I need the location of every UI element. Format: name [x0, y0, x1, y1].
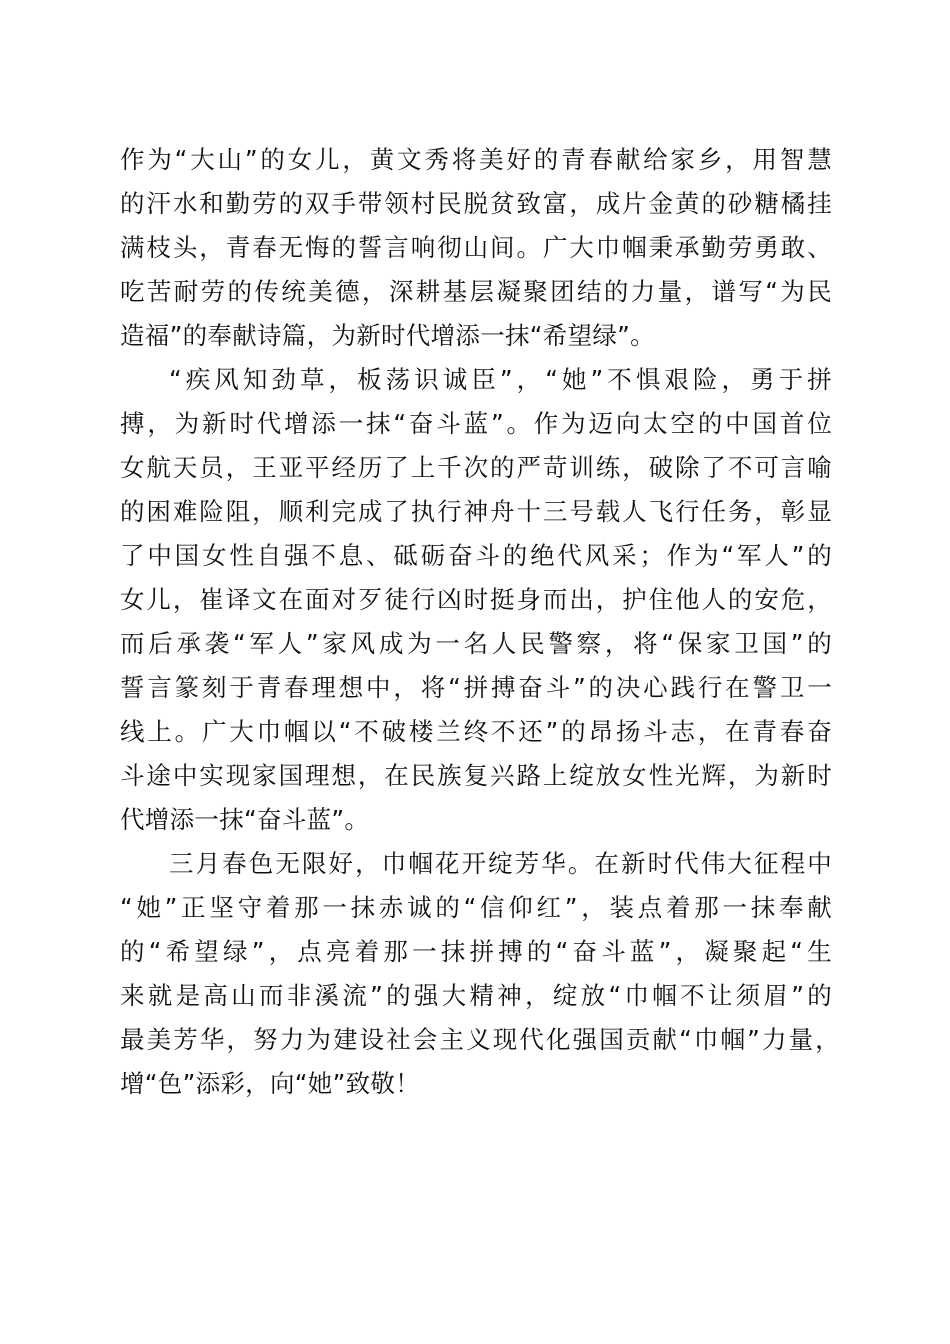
- text-line: 了中国女性自强不息、砥砺奋斗的绝代风采；作为“军人”的: [120, 541, 832, 570]
- text-line: 而后承袭“军人”家风成为一名人民警察，将“保家卫国”的: [120, 629, 832, 658]
- text-line: 满枝头，青春无悔的誓言响彻山间。广大巾帼秉承勤劳勇敢、: [120, 233, 832, 262]
- text-line: “她”正坚守着那一抹赤诚的“信仰红”，装点着那一抹奉献: [120, 893, 832, 922]
- text-line: 斗途中实现家国理想，在民族复兴路上绽放女性光辉，为新时: [120, 761, 832, 790]
- text-line: 女儿，崔译文在面对歹徒行凶时挺身而出，护住他人的安危，: [120, 585, 832, 614]
- text-line: 搏，为新时代增添一抹“奋斗蓝”。作为迈向太空的中国首位: [120, 409, 832, 438]
- text-line: 最美芳华，努力为建设社会主义现代化强国贡献“巾帼”力量，: [120, 1025, 840, 1054]
- text-line: 誓言篆刻于青春理想中，将“拼搏奋斗”的决心践行在警卫一: [120, 673, 832, 702]
- text-line: 线上。广大巾帼以“不破楼兰终不还”的昂扬斗志，在青春奋: [120, 717, 832, 746]
- text-line: 吃苦耐劳的传统美德，深耕基层凝聚团结的力量，谱写“为民: [120, 277, 832, 306]
- text-line: 的汗水和勤劳的双手带领村民脱贫致富，成片金黄的砂糖橘挂: [120, 189, 832, 218]
- text-line: “疾风知劲草，板荡识诚臣”，“她”不惧艰险，勇于拼: [169, 365, 832, 394]
- text-line: 造福”的奉献诗篇，为新时代增添一抹“希望绿”。: [120, 321, 655, 350]
- text-line: 女航天员，王亚平经历了上千次的严苛训练，破除了不可言喻: [120, 453, 832, 482]
- text-line: 增“色”添彩，向“她”致敬！: [120, 1069, 420, 1098]
- text-line: 来就是高山而非溪流”的强大精神，绽放“巾帼不让须眉”的: [120, 981, 832, 1010]
- text-line: 作为“大山”的女儿，黄文秀将美好的青春献给家乡，用智慧: [120, 145, 832, 174]
- text-line: 代增添一抹“奋斗蓝”。: [120, 805, 370, 834]
- text-line: 的困难险阻，顺利完成了执行神舟十三号载人飞行任务，彰显: [120, 497, 832, 526]
- text-line: 的“希望绿”，点亮着那一抹拼搏的“奋斗蓝”，凝聚起“生: [120, 937, 832, 966]
- text-line: 三月春色无限好，巾帼花开绽芳华。在新时代伟大征程中: [169, 849, 832, 878]
